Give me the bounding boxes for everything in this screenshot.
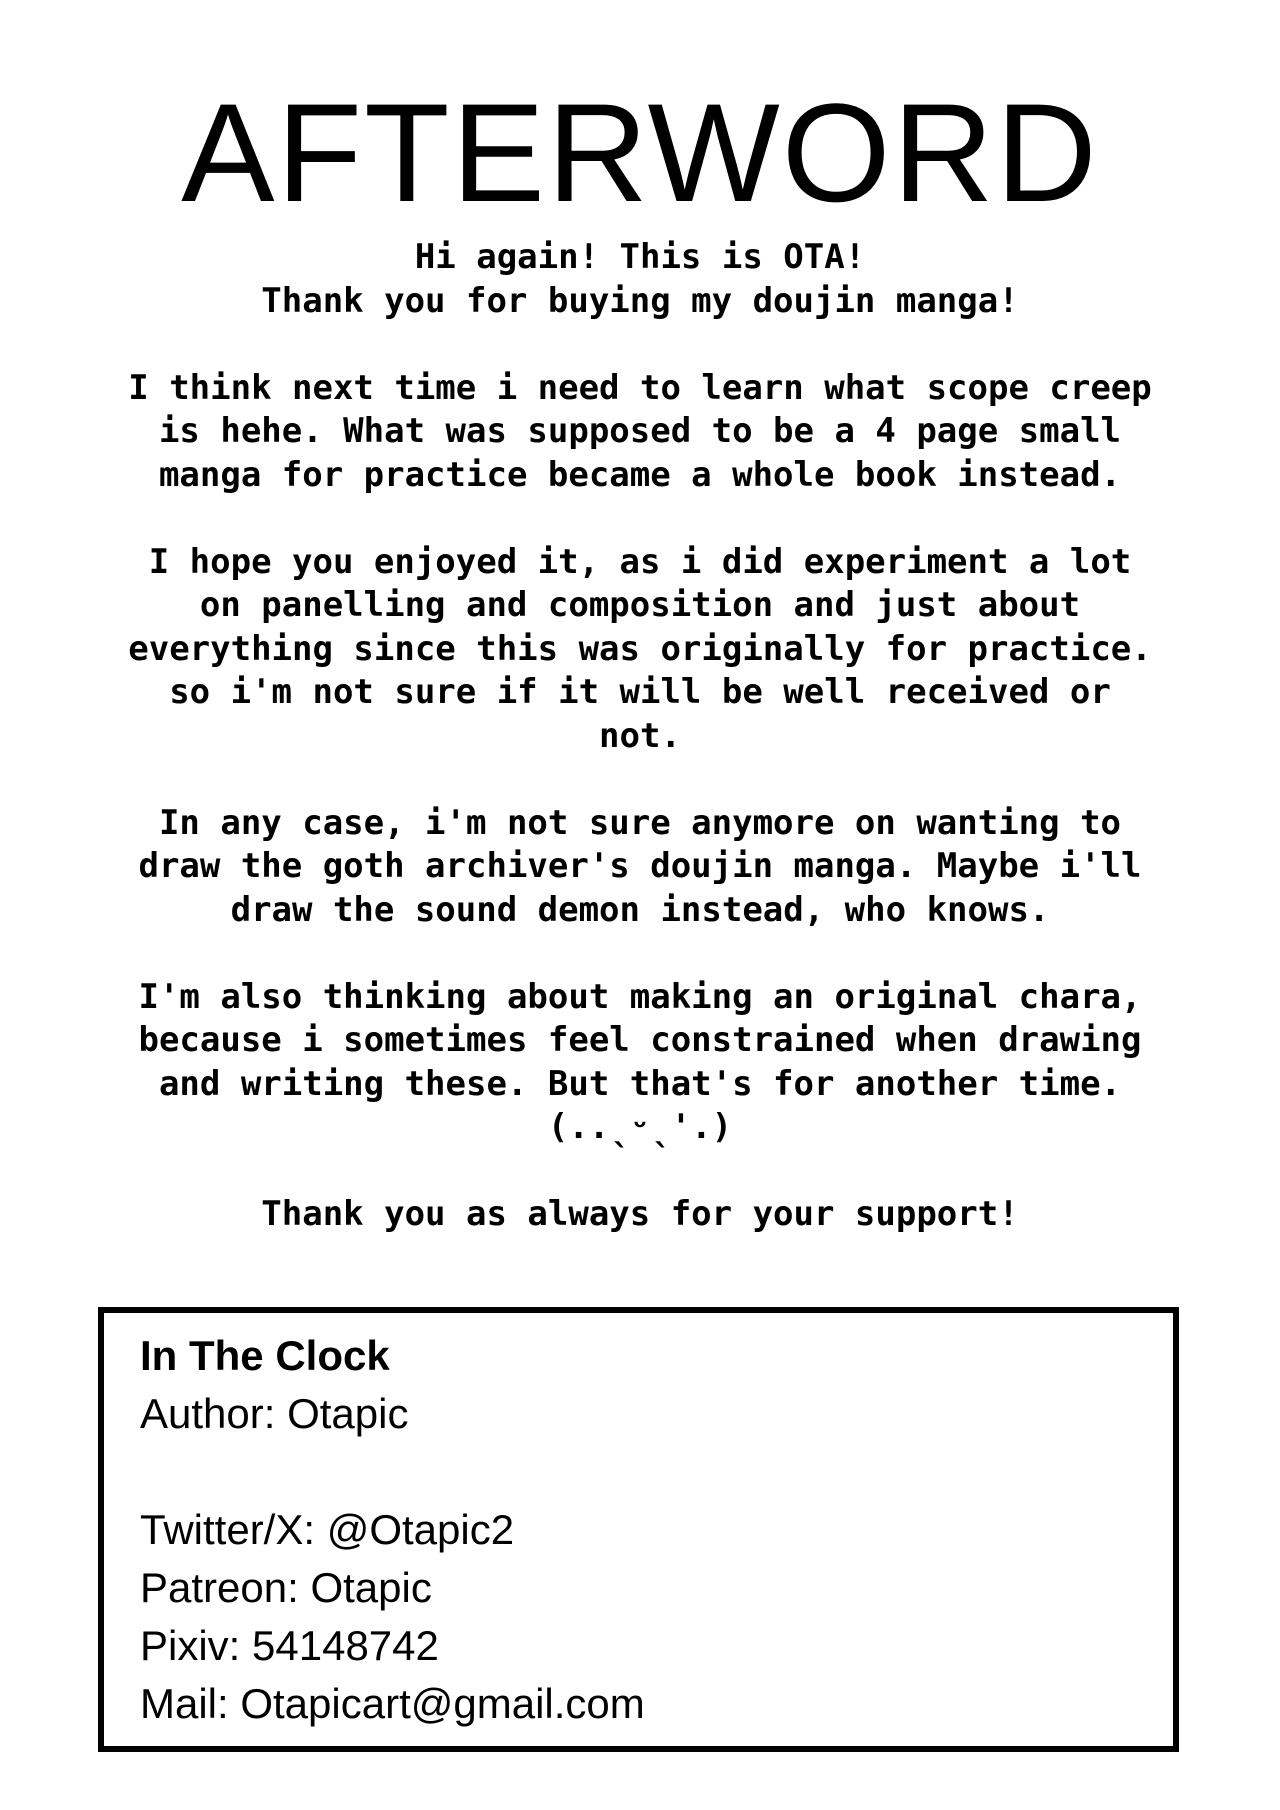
- paragraph-scope-creep: [60, 367, 1220, 498]
- book-title: In The Clock: [140, 1332, 390, 1379]
- text-line: I think next time i need to learn what scope creep: [128, 367, 1152, 408]
- text-line: Hi again! This is OTA!: [414, 237, 866, 277]
- contact-email: Mail: Otapicart@gmail.com: [140, 1680, 645, 1727]
- paragraph-greeting: [60, 236, 1220, 323]
- text-line: because i sometimes feel constrained when drawing: [138, 1020, 1142, 1060]
- pixiv-id: Pixiv: 54148742: [140, 1622, 439, 1669]
- spacer: [140, 1443, 1173, 1501]
- paragraph-experiment: [60, 541, 1220, 759]
- text-line: on panelling and composition and just about: [199, 585, 1081, 625]
- credits-box: [98, 1307, 1179, 1752]
- text-line: Thank you as always for your support!: [261, 1194, 1019, 1234]
- afterword-message: [60, 236, 1220, 1280]
- author-credit: Author: Otapic: [140, 1390, 409, 1437]
- text-line: I hope you enjoyed it, as i did experiment a lot: [148, 541, 1132, 582]
- text-line: In any case, i'm not sure anymore on wanting to: [158, 802, 1122, 843]
- text-line: draw the goth archiver's doujin manga. Maybe i'll: [138, 846, 1142, 886]
- text-line: Thank you for buying my doujin manga!: [261, 280, 1019, 321]
- paragraph-thanks: [60, 1193, 1220, 1237]
- paragraph-next-project: [60, 802, 1220, 933]
- patreon-handle: Patreon: Otapic: [140, 1564, 432, 1611]
- text-line: not.: [599, 715, 681, 756]
- text-line: and writing these. But that's for another time.: [158, 1063, 1122, 1104]
- text-line: I'm also thinking about making an original chara,: [138, 976, 1142, 1017]
- text-line: is hehe. What was supposed to be a 4 page small: [158, 411, 1122, 451]
- page-title: AFTERWORD: [181, 74, 1099, 231]
- text-line: draw the sound demon instead, who knows.: [230, 889, 1050, 930]
- twitter-handle: Twitter/X: @Otapic2: [140, 1506, 515, 1553]
- paragraph-original-chara: [60, 976, 1220, 1150]
- text-line: so i'm not sure if it will be well received or: [169, 672, 1111, 712]
- kaomoji: (..ˎᵕˎ'.): [547, 1107, 733, 1147]
- text-line: everything since this was originally for practice.: [128, 628, 1152, 669]
- text-line: manga for practice became a whole book instead.: [158, 454, 1122, 495]
